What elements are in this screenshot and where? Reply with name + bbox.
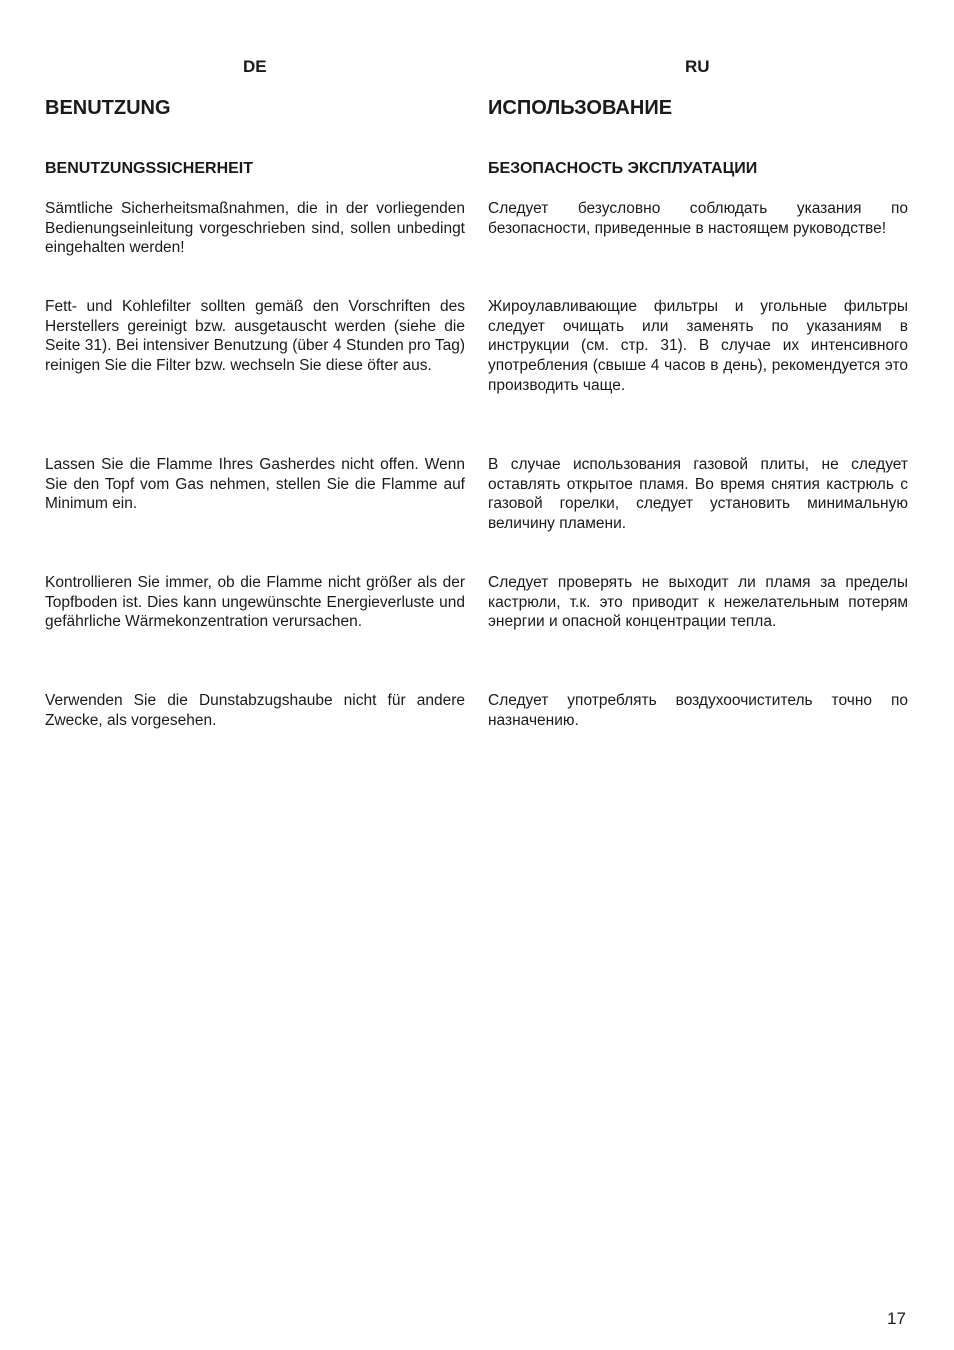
german-paragraph: Verwenden Sie die Dunstabzugshaube nicht für andere Zwecke, als vorgesehen. xyxy=(45,692,465,729)
german-section-title: BENUTZUNG xyxy=(45,97,171,119)
language-label-de: DE xyxy=(243,57,267,76)
russian-section-title: ИСПОЛЬЗОВАНИЕ xyxy=(488,97,673,119)
german-paragraph: Fett- und Kohlefilter sollten gemäß den Vorschriften des Herstellers gereinigt bzw. ausgetauscht werden (siehe die Seite 31). Bei intensiver Benutzung (über 4 Stunden pro Tag) reinigen Sie die Filter bzw. wechseln Sie diese öfter aus. xyxy=(45,298,465,375)
german-paragraph: Kontrollieren Sie immer, ob die Flamme nicht größer als der Topfboden ist. Dies kann ungewünschte Energieverluste und gefährliche Wärmekonzentration verursachen. xyxy=(45,574,465,631)
language-label-ru: RU xyxy=(685,57,710,76)
russian-paragraph: Следует проверять не выходит ли пламя за пределы кастрюли, т.к. это приводит к нежелательным потерям энергии и опасной концентрации тепла. xyxy=(488,574,908,631)
russian-paragraph: Жироулавливающие фильтры и угольные фильтры следует очищать или заменять по указаниям в инструкции (см. стр. 31). В случае их интенсивного употребления (свыше 4 часов в день), рекомендуется это производить чаще. xyxy=(488,298,908,394)
german-paragraph: Lassen Sie die Flamme Ihres Gasherdes nicht offen. Wenn Sie den Topf vom Gas nehmen, stellen Sie die Flamme auf Minimum ein. xyxy=(45,456,465,513)
german-subsection-title: BENUTZUNGSSICHERHEIT xyxy=(45,160,254,177)
russian-paragraph: В случае использования газовой плиты, не следует оставлять открытое пламя. Во время снятия кастрюль с газовой горелки, следует установить минимальную величину пламени. xyxy=(488,456,908,533)
russian-paragraph: Следует употреблять воздухоочиститель точно по назначению. xyxy=(488,692,908,729)
russian-paragraph: Следует безусловно соблюдать указания по безопасности, приведенные в настоящем руководстве! xyxy=(488,200,908,237)
russian-subsection-title: БЕЗОПАСНОСТЬ ЭКСПЛУАТАЦИИ xyxy=(488,160,758,177)
german-paragraph: Sämtliche Sicherheitsmaßnahmen, die in der vorliegenden Bedienungseinleitung vorgeschrieben sind, sollen unbedingt eingehalten werden! xyxy=(45,200,465,257)
page-number: 17 xyxy=(887,1309,906,1328)
